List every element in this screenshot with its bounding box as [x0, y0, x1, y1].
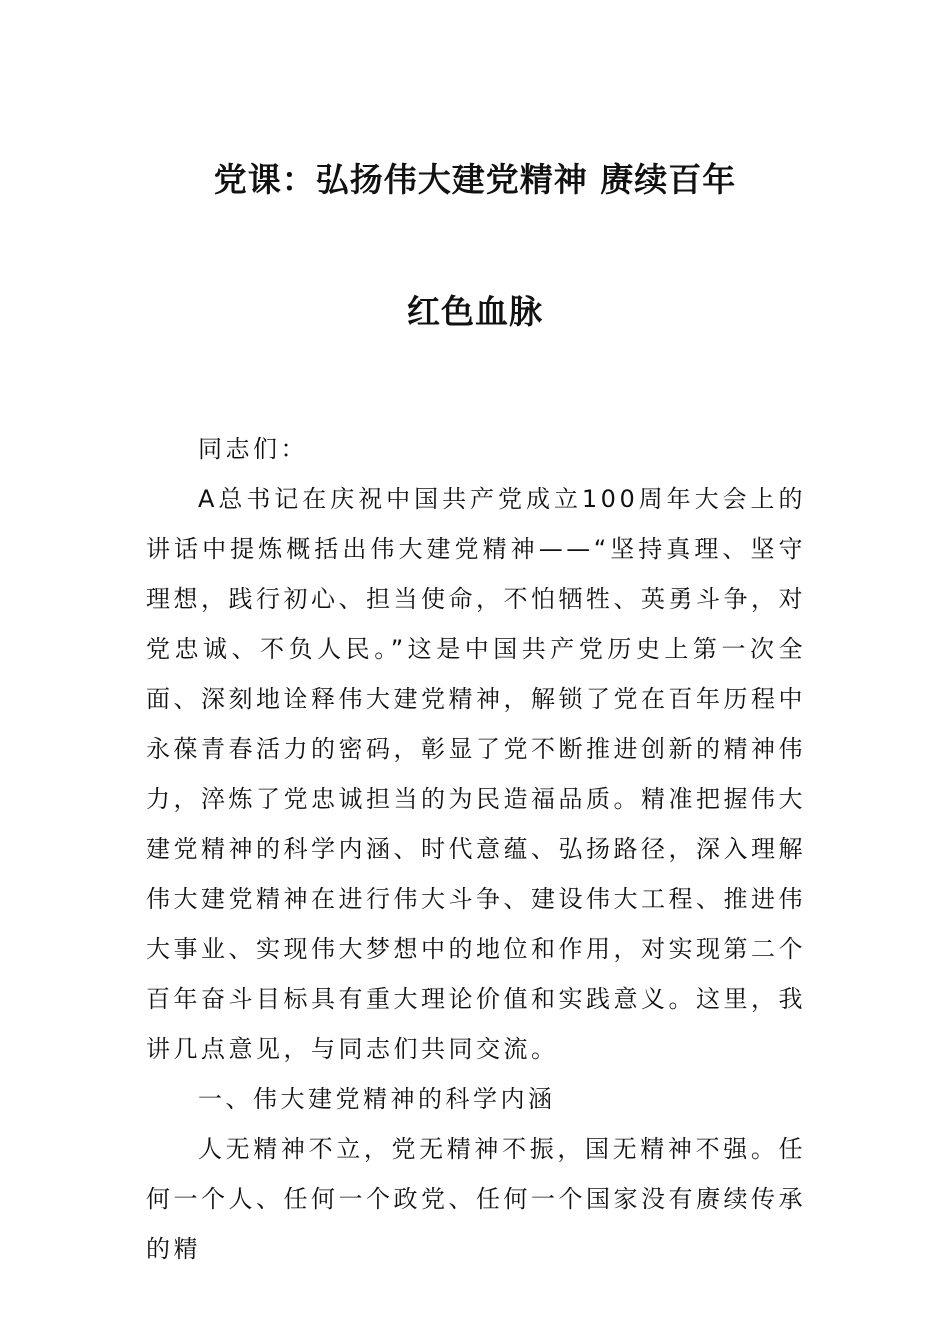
salutation: 同志们： — [198, 435, 308, 463]
section-heading: 一、伟大建党精神的科学内涵 — [198, 1085, 556, 1113]
document-title-line-1: 党课：弘扬伟大建党精神 赓续百年 — [213, 160, 737, 199]
body-paragraph: A总书记在庆祝中国共产党成立100周年大会上的讲话中提炼概括出伟大建党精神——“坚持真理、坚守理想，践行初心、担当使命，不怕牺牲、英勇斗争，对党忠诚、不负人民。”这是中国共产党历史上第一次全面、深刻地诠释伟大建党精神，解锁了党在百年历程中永葆青春活力的密码，彰显了党不断推进创新的精神伟力，淬炼了党忠诚担当的为民造福品质。精准把握伟大建党精神的科学内涵、时代意蕴、弘扬路径，深入理解伟大建党精神在进行伟大斗争、建设伟大工程、推进伟大事业、实现伟大梦想中的地位和作用，对实现第二个百年奋斗目标具有重大理论价值和实践意义。这里，我讲几点意见，与同志们共同交流。 — [146, 485, 806, 1063]
body-paragraph: 人无精神不立，党无精神不振，国无精神不强。任何一个人、任何一个政党、任何一个国家没有赓续传承的精 — [146, 1135, 806, 1263]
document-title-line-2: 红色血脉 — [407, 292, 543, 331]
document-body — [146, 424, 806, 1274]
